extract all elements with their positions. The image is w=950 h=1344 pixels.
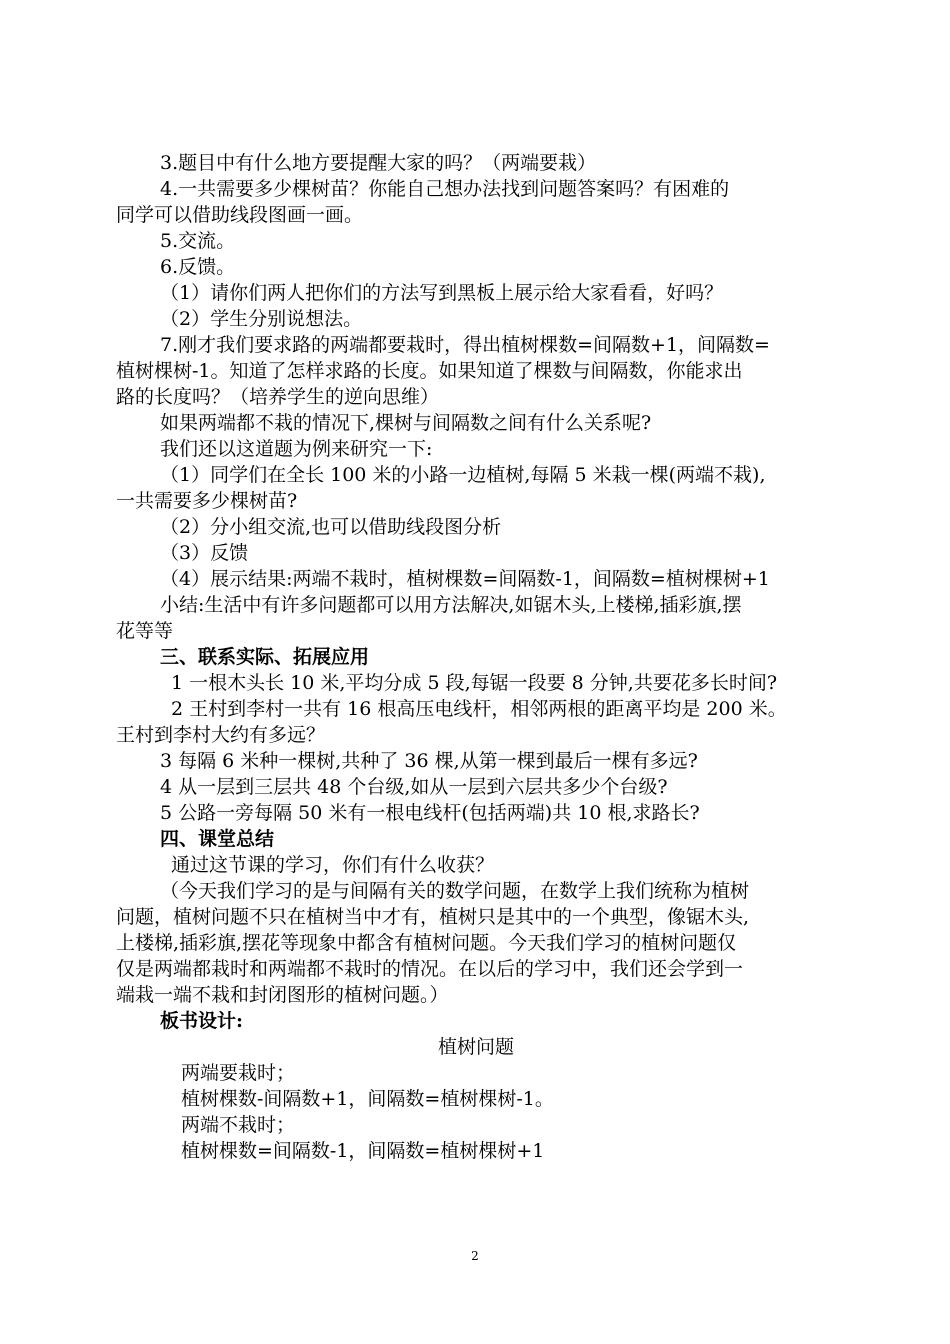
paragraph: 通过这节课的学习，你们有什么收获？ (171, 854, 495, 876)
paragraph: 花等等 (116, 620, 174, 642)
paragraph: 4.一共需要多少棵树苗？你能自己想办法找到问题答案吗？有困难的 (160, 178, 730, 200)
paragraph: （1）请你们两人把你们的方法写到黑板上展示给大家看看，好吗？ (160, 282, 724, 304)
paragraph: 一共需要多少棵树苗? (116, 490, 298, 512)
paragraph: 3.题目中有什么地方要提醒大家的吗？（两端要栽） (160, 152, 597, 174)
paragraph: 仅是两端都栽时和两端都不栽时的情况。在以后的学习中，我们还会学到一 (116, 958, 744, 980)
paragraph: （2）学生分别说想法。 (160, 308, 363, 330)
paragraph: 3 每隔 6 米种一棵树,共种了 36 棵,从第一棵到最后一棵有多远? (160, 750, 698, 772)
board-line: 植树棵数-间隔数+1，间隔数=植树棵树-1。 (181, 1088, 554, 1110)
board-line: 两端不栽时； (181, 1114, 296, 1136)
paragraph: 王村到李村大约有多远？ (116, 724, 326, 746)
paragraph: （今天我们学习的是与间隔有关的数学问题，在数学上我们统称为植树 (160, 880, 750, 902)
paragraph: 6.反馈。 (160, 256, 236, 278)
paragraph: （4）展示结果:两端不栽时，植树棵数=间隔数-1，间隔数=植树棵树+1 (160, 568, 770, 590)
paragraph: 同学可以借助线段图画一画。 (116, 204, 364, 226)
paragraph: 我们还以这道题为例来研究一下: (160, 438, 433, 460)
paragraph: 1 一根木头长 10 米,平均分成 5 段,每锯一段要 8 分钟,共要花多长时间? (171, 672, 778, 694)
page-body (116, 150, 836, 1164)
section-heading: 板书设计: (160, 1010, 244, 1032)
page-number: 2 (471, 1249, 479, 1263)
paragraph: 5.交流。 (160, 230, 236, 252)
board-line: 植树棵数=间隔数-1，间隔数=植树棵树+1 (181, 1140, 545, 1162)
board-line: 两端要栽时； (181, 1062, 296, 1084)
paragraph: 小结:生活中有许多问题都可以用方法解决,如锯木头,上楼梯,插彩旗,摆 (160, 594, 742, 616)
paragraph: 端栽一端不栽和封闭图形的植树问题。） (116, 984, 449, 1006)
paragraph: 问题，植树问题不只在植树当中才有，植树只是其中的一个典型，像锯木头, (116, 906, 750, 928)
paragraph: 上楼梯,插彩旗,摆花等现象中都含有植树问题。今天我们学习的植树问题仅 (116, 932, 737, 954)
paragraph: 4 从一层到三层共 48 个台级,如从一层到六层共多少个台级? (160, 776, 668, 798)
paragraph: （1）同学们在全长 100 米的小路一边植树,每隔 5 米栽一棵(两端不栽), (160, 464, 766, 486)
paragraph: 如果两端都不栽的情况下,棵树与间隔数之间有什么关系呢? (160, 412, 652, 434)
section-heading: 四、课堂总结 (160, 828, 275, 850)
paragraph: （2）分小组交流,也可以借助线段图分析 (160, 516, 502, 538)
paragraph: 2 王村到李村一共有 16 根高压电线杆，相邻两根的距离平均是 200 米。 (171, 698, 787, 720)
paragraph: 植树棵树-1。知道了怎样求路的长度。如果知道了棵数与间隔数，你能求出 (116, 360, 743, 382)
paragraph: 路的长度吗？（培养学生的逆向思维） (116, 386, 440, 408)
board-title: 植树问题 (437, 1036, 514, 1058)
paragraph: （3）反馈 (160, 542, 249, 564)
paragraph: 5 公路一旁每隔 50 米有一根电线杆(包括两端)共 10 根,求路长? (160, 802, 700, 824)
section-heading: 三、联系实际、拓展应用 (160, 646, 370, 668)
paragraph: 7.刚才我们要求路的两端都要栽时，得出植树棵数=间隔数+1，间隔数= (160, 334, 770, 356)
